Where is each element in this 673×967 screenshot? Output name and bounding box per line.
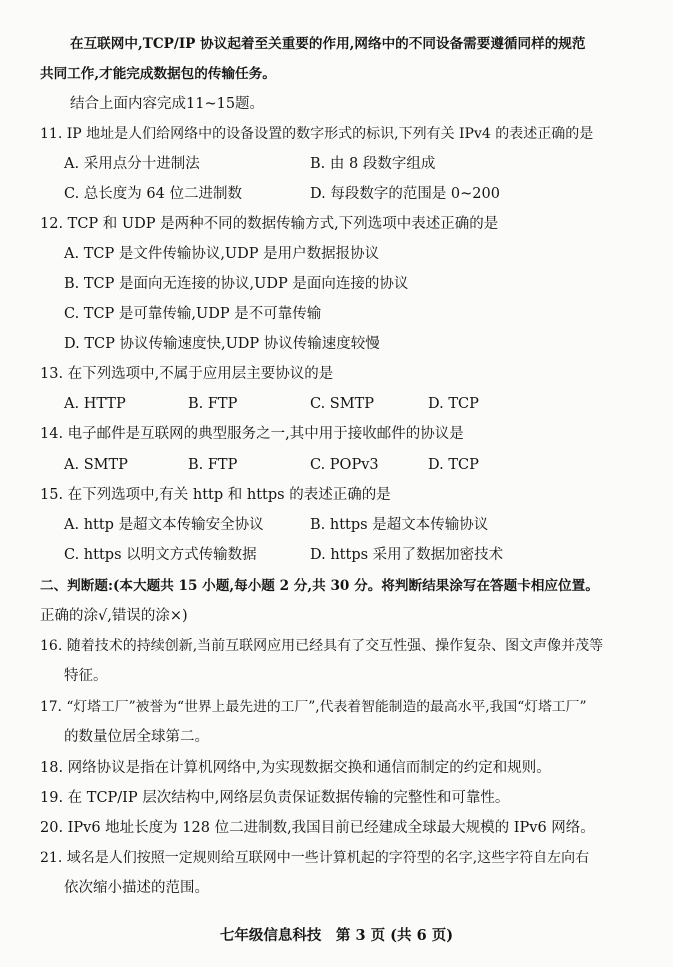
question-14-option-c: C. POPv3: [310, 457, 379, 473]
question-11-option-d: D. 每段数字的范围是 0~200: [310, 186, 500, 202]
question-18: 18. 网络协议是指在计算机网络中,为实现数据交换和通信而制定的约定和规则。: [40, 760, 551, 776]
question-11-option-b: B. 由 8 段数字组成: [310, 156, 436, 172]
question-13-stem: 13. 在下列选项中,不属于应用层主要协议的是: [40, 366, 334, 382]
question-17-line-1: 17. “灯塔工厂”被誉为“世界上最先进的工厂”,代表着智能制造的最高水平,我国“灯塔工厂”: [40, 699, 587, 715]
question-21-line-1: 21. 域名是人们按照一定规则给互联网中一些计算机起的字符型的名字,这些字符自左向右: [40, 850, 590, 866]
question-14-option-b: B. FTP: [188, 457, 238, 473]
question-11-option-a: A. 采用点分十进制法: [64, 156, 200, 172]
question-11-option-c: C. 总长度为 64 位二进制数: [64, 186, 242, 202]
question-13-option-d: D. TCP: [428, 396, 479, 412]
question-15-option-a: A. http 是超文本传输安全协议: [64, 517, 264, 533]
question-15-option-c: C. https 以明文方式传输数据: [64, 547, 257, 563]
question-14-option-a: A. SMTP: [64, 457, 128, 473]
question-15-option-d: D. https 采用了数据加密技术: [310, 547, 504, 563]
question-15-stem: 15. 在下列选项中,有关 http 和 https 的表述正确的是: [40, 487, 391, 503]
section-2-heading-line-2: 正确的涂√,错误的涂×): [40, 608, 188, 624]
question-16-line-2: 特征。: [64, 668, 108, 684]
question-14-stem: 14. 电子邮件是互联网的典型服务之一,其中用于接收邮件的协议是: [40, 426, 464, 442]
question-16-line-1: 16. 随着技术的持续创新,当前互联网应用已经具有了交互性强、操作复杂、图文声像并茂等: [40, 638, 604, 654]
question-15-option-b: B. https 是超文本传输协议: [310, 517, 489, 533]
question-11-stem: 11. IP 地址是人们给网络中的设备设置的数字形式的标识,下列有关 IPv4 的表述正确的是: [40, 126, 594, 142]
intro-line-2: 共同工作,才能完成数据包的传输任务。: [40, 66, 276, 82]
question-20: 20. IPv6 地址长度为 128 位二进制数,我国目前已经建成全球最大规模的 IPv6 网络。: [40, 820, 595, 836]
page-footer: 七年级信息科技 第 3 页 (共 6 页): [219, 927, 454, 944]
intro-line-3: 结合上面内容完成11~15题。: [70, 96, 265, 112]
question-13-option-a: A. HTTP: [64, 396, 126, 412]
question-14-option-d: D. TCP: [428, 457, 479, 473]
question-12-option-a: A. TCP 是文件传输协议,UDP 是用户数据报协议: [64, 246, 380, 262]
question-12-option-c: C. TCP 是可靠传输,UDP 是不可靠传输: [64, 306, 322, 322]
question-12-stem: 12. TCP 和 UDP 是两种不同的数据传输方式,下列选项中表述正确的是: [40, 216, 499, 232]
question-12-option-b: B. TCP 是面向无连接的协议,UDP 是面向连接的协议: [64, 276, 409, 292]
question-12-option-d: D. TCP 协议传输速度快,UDP 协议传输速度较慢: [64, 336, 380, 352]
question-13-option-b: B. FTP: [188, 396, 238, 412]
question-19: 19. 在 TCP/IP 层次结构中,网络层负责保证数据传输的完整性和可靠性。: [40, 790, 510, 806]
intro-line-1: 在互联网中,TCP/IP 协议起着至关重要的作用,网络中的不同设备需要遵循同样的规范: [70, 36, 586, 52]
question-13-option-c: C. SMTP: [310, 396, 375, 412]
question-17-line-2: 的数量位居全球第二。: [64, 729, 209, 745]
section-2-heading-line-1: 二、判断题:(本大题共 15 小题,每小题 2 分,共 30 分。将判断结果涂写在答题卡相应位置。: [40, 578, 599, 594]
question-21-line-2: 依次缩小描述的范围。: [64, 880, 209, 896]
